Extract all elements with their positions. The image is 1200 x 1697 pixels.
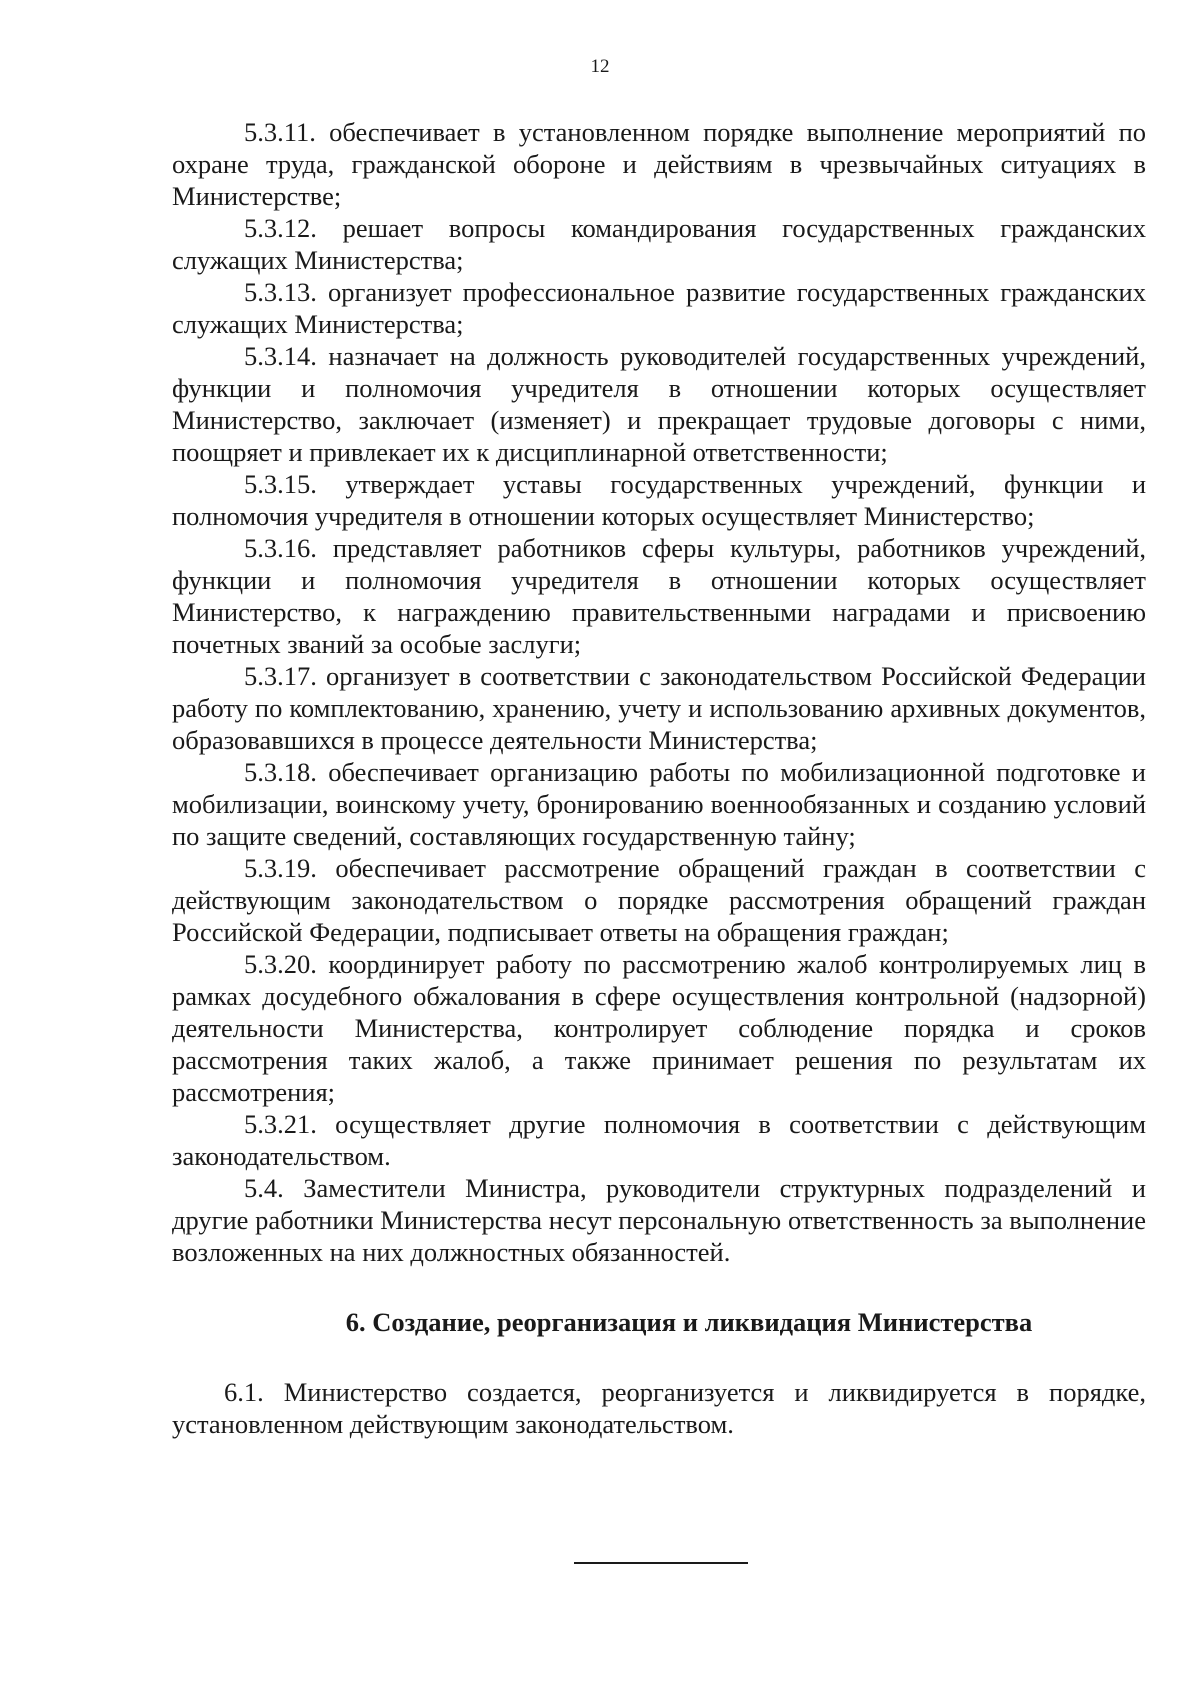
paragraph-5-3-15: 5.3.15. утверждает уставы государственных учреждений, функции и полномочия учредителя в отношении которых осуществляет Министерство;	[172, 469, 1146, 531]
paragraph-5-3-13: 5.3.13. организует профессиональное развитие государственных гражданских служащих Министерства;	[172, 277, 1146, 339]
page-number: 12	[590, 56, 610, 77]
paragraph-5-3-14: 5.3.14. назначает на должность руководителей государственных учреждений, функции и полномочия учредителя в отношении которых осуществляет Министерство, заключает (изменяет) и прекращает трудовые договоры с ними, поощряет и привлекает их к дисциплинарной ответственности;	[172, 341, 1146, 467]
paragraph-5-4: 5.4. Заместители Министра, руководители структурных подразделений и другие работники Министерства несут персональную ответственность за выполнение возложенных на них должностных обязанностей.	[172, 1173, 1146, 1267]
paragraph-5-3-18: 5.3.18. обеспечивает организацию работы по мобилизационной подготовке и мобилизации, воинскому учету, бронированию военнообязанных и созданию условий по защите сведений, составляющих государственную тайну;	[172, 757, 1146, 851]
document-body	[172, 116, 1146, 1440]
paragraph-5-3-20: 5.3.20. координирует работу по рассмотрению жалоб контролируемых лиц в рамках досудебного обжалования в сфере осуществления контрольной (надзорной) деятельности Министерства, контролирует соблюдение порядка и сроков рассмотрения таких жалоб, а также принимает решения по результатам их рассмотрения;	[172, 949, 1146, 1107]
paragraph-5-3-12: 5.3.12. решает вопросы командирования государственных гражданских служащих Министерства;	[172, 213, 1146, 275]
paragraph-5-3-17: 5.3.17. организует в соответствии с законодательством Российской Федерации работу по комплектованию, хранению, учету и использованию архивных документов, образовавшихся в процессе деятельности Министерства;	[172, 661, 1146, 755]
end-of-document-rule	[574, 1562, 748, 1564]
paragraph-6-1: 6.1. Министерство создается, реорганизуется и ликвидируется в порядке, установленном действующим законодательством.	[172, 1377, 1146, 1439]
paragraph-5-3-19: 5.3.19. обеспечивает рассмотрение обращений граждан в соответствии с действующим законодательством о порядке рассмотрения обращений граждан Российской Федерации, подписывает ответы на обращения граждан;	[172, 853, 1146, 947]
paragraph-5-3-16: 5.3.16. представляет работников сферы культуры, работников учреждений, функции и полномочия учредителя в отношении которых осуществляет Министерство, к награждению правительственными наградами и присвоению почетных званий за особые заслуги;	[172, 533, 1146, 659]
paragraph-5-3-11: 5.3.11. обеспечивает в установленном порядке выполнение мероприятий по охране труда, гражданской обороне и действиям в чрезвычайных ситуациях в Министерстве;	[172, 117, 1146, 211]
section-heading: 6. Создание, реорганизация и ликвидация Министерства	[345, 1307, 1033, 1337]
paragraph-5-3-21: 5.3.21. осуществляет другие полномочия в соответствии с действующим законодательством.	[172, 1109, 1146, 1171]
